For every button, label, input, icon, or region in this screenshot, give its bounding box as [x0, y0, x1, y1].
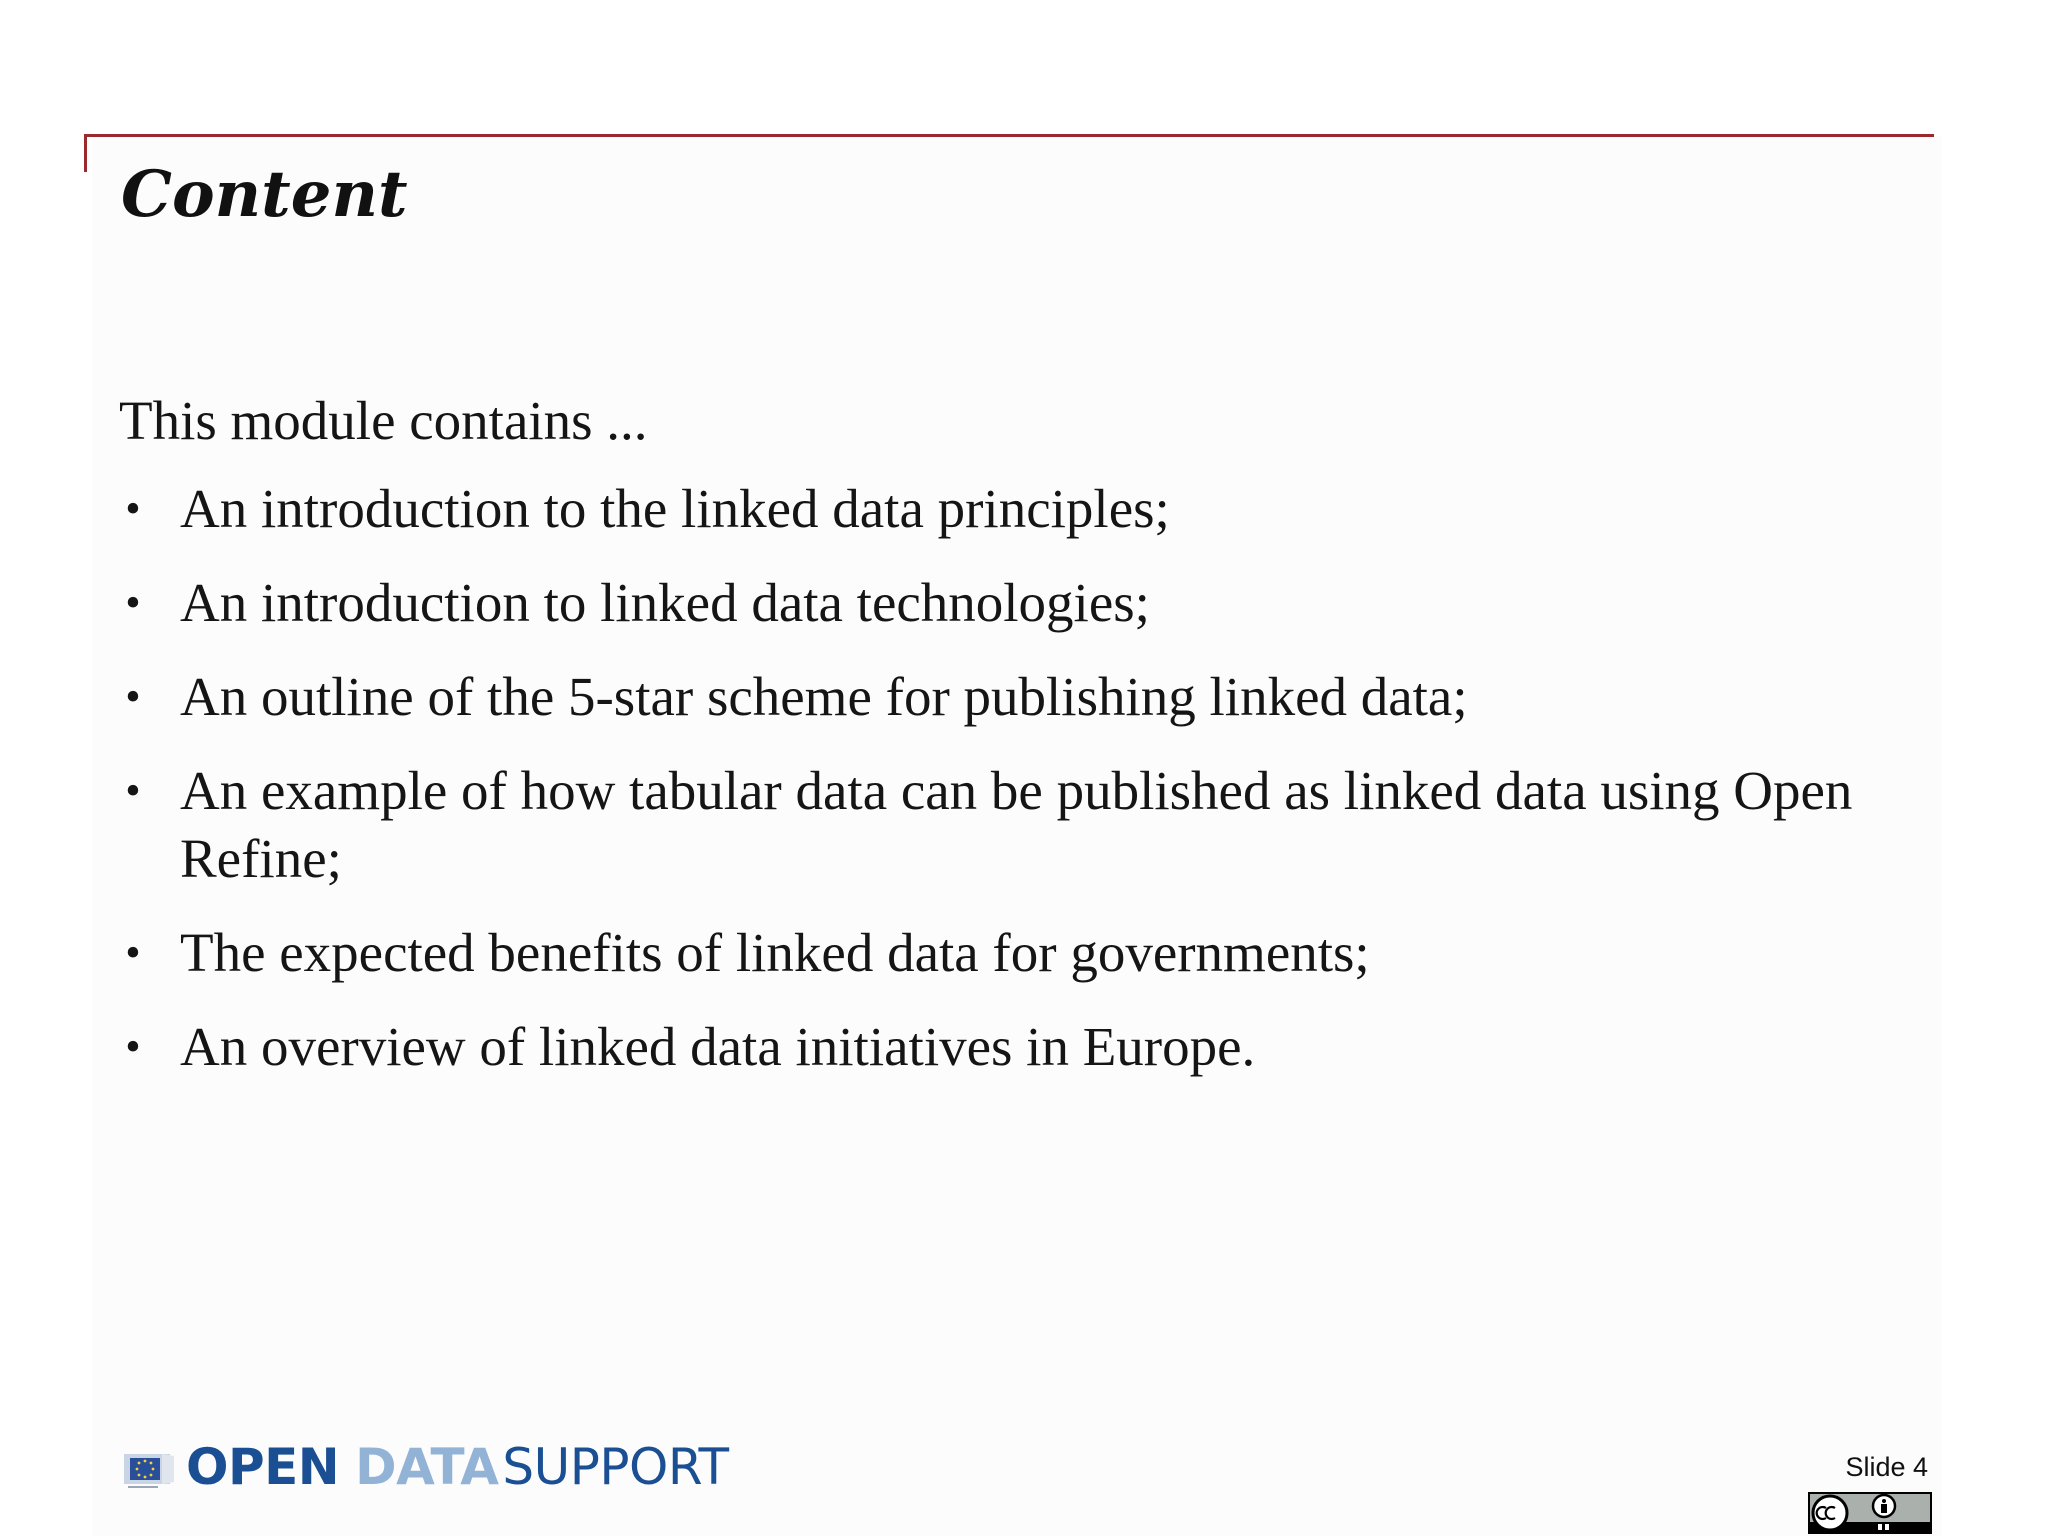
logo-support-text: SUPPORT	[502, 1438, 729, 1496]
bullet-text: An outline of the 5-star scheme for publishing linked data;	[180, 666, 1468, 727]
bullet-item	[119, 1013, 1879, 1081]
header-rule	[84, 134, 1934, 137]
bullet-item	[119, 663, 1879, 731]
bullet-icon: •	[125, 1022, 141, 1071]
content-body	[119, 385, 1879, 1107]
bullet-icon: •	[125, 484, 141, 533]
bullet-item	[119, 569, 1879, 637]
bullet-item	[119, 919, 1879, 987]
intro-text: This module contains ...	[119, 390, 648, 451]
bullet-icon: •	[125, 672, 141, 721]
bullet-text: An overview of linked data initiatives in Europe.	[180, 1016, 1256, 1077]
logo-data-text: DATA	[355, 1438, 499, 1496]
header-rule-tick	[84, 134, 87, 172]
eu-flag-icon	[120, 1448, 176, 1492]
bullet-text: An introduction to the linked data principles;	[180, 478, 1170, 539]
slide-number: Slide 4	[1845, 1452, 1928, 1482]
bullet-item	[119, 475, 1879, 543]
bullet-text: The expected benefits of linked data for governments;	[180, 922, 1370, 983]
bullet-item	[119, 757, 1879, 893]
open-data-support-logo	[120, 1438, 729, 1496]
logo-wordmark	[186, 1438, 729, 1496]
cc-by-icon	[1808, 1492, 1932, 1534]
bullet-icon: •	[125, 766, 141, 815]
bullet-text: An example of how tabular data can be published as linked data using Open Refine;	[180, 760, 1853, 889]
logo-open-text: OPEN	[186, 1438, 340, 1496]
bullet-icon: •	[125, 578, 141, 627]
bullet-list	[119, 475, 1879, 1081]
bullet-icon: •	[125, 928, 141, 977]
bullet-text: An introduction to linked data technologies;	[180, 572, 1150, 633]
slide-title: Content	[121, 157, 408, 232]
